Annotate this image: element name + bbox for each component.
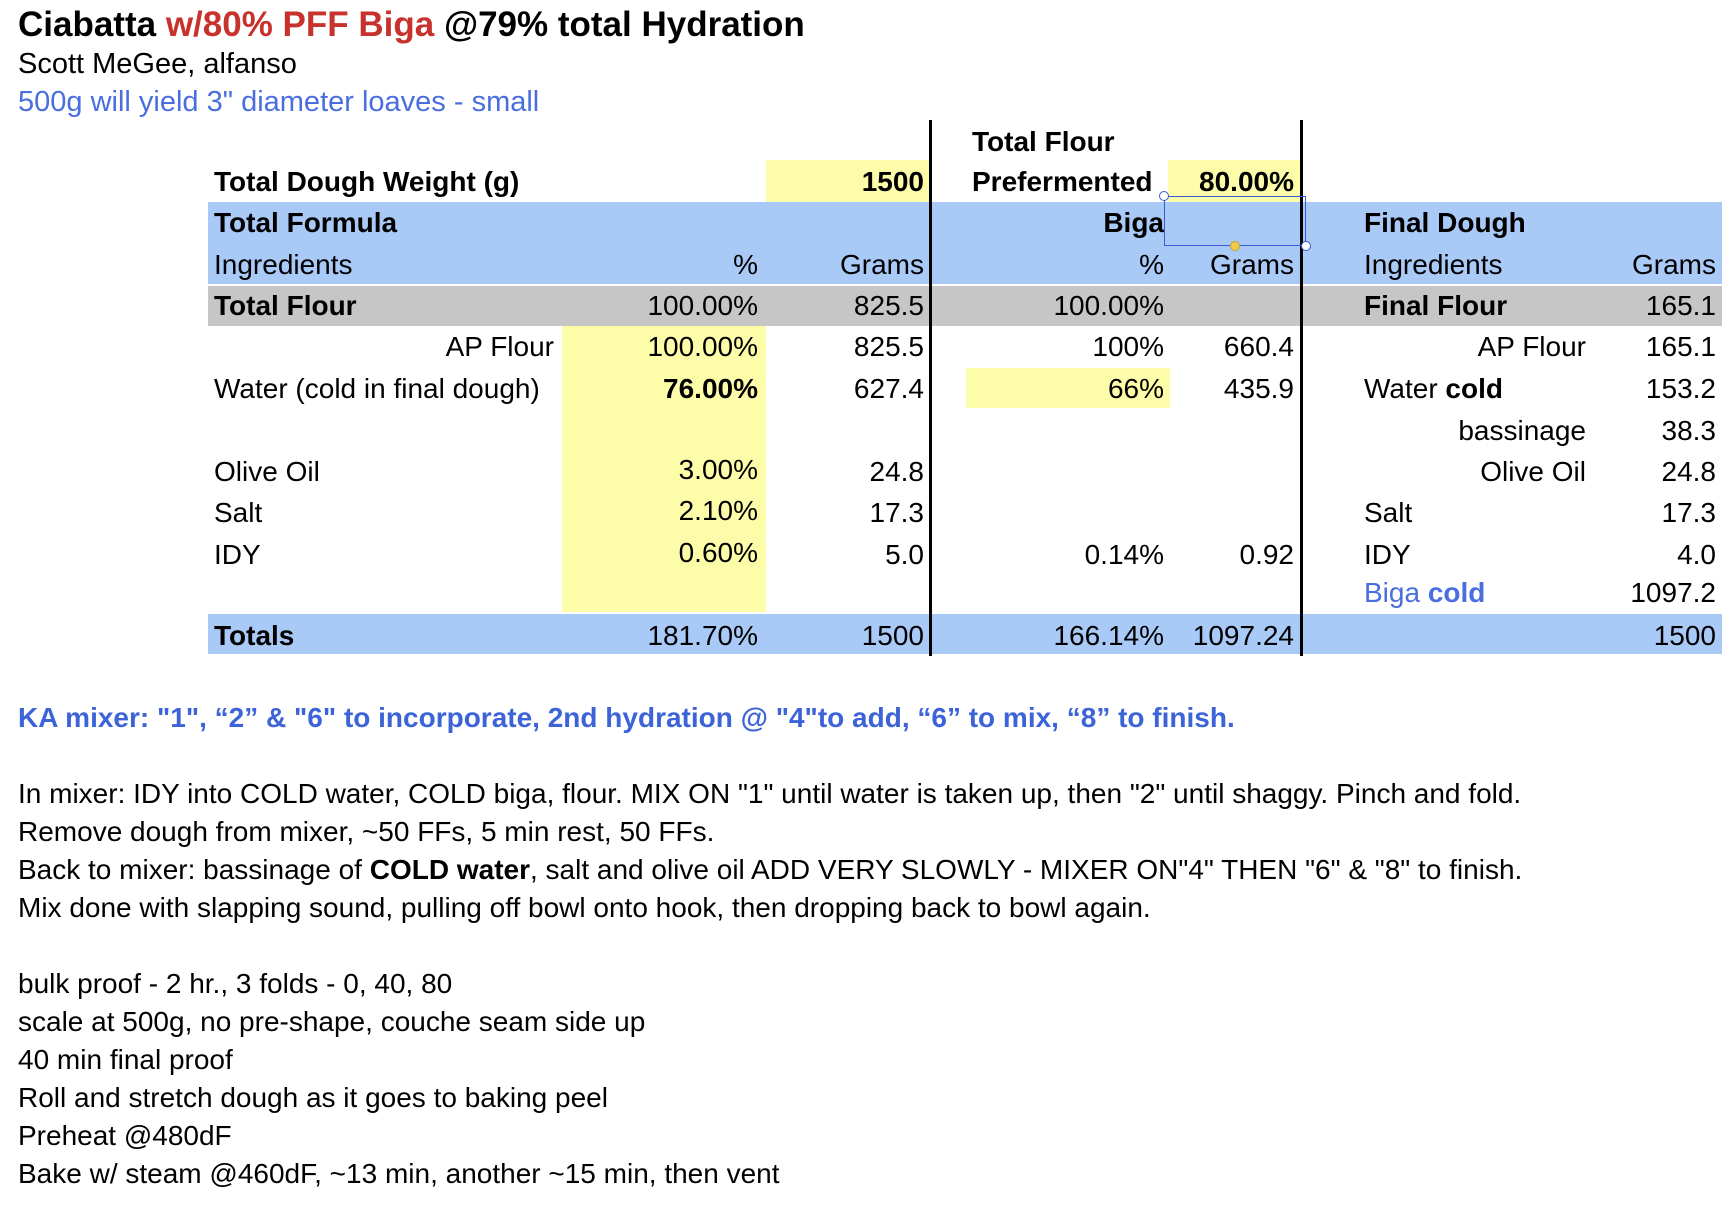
ka-mixer-note: KA mixer: "1", “2” & "6" to incorporate, 2nd hydration @ "4"to add, “6” to mix, “8” to finish.	[18, 702, 1235, 733]
fd-water-cold: cold	[1445, 373, 1503, 404]
row-water-grams[interactable]: 627.4	[853, 373, 924, 404]
row-idy-biga-pct[interactable]: 0.14%	[1084, 539, 1164, 570]
note-line-1: In mixer: IDY into COLD water, COLD biga, flour. MIX ON "1" until water is taken up, then "2" until shaggy. Pinch and fold.	[18, 778, 1522, 809]
note-line-6: scale at 500g, no pre-shape, couche seam side up	[18, 1006, 646, 1037]
row-totals-fd-grams[interactable]: 1500	[1653, 620, 1716, 651]
row-fd-idy-label: IDY	[1364, 539, 1411, 570]
row-olive-oil-grams[interactable]: 24.8	[869, 456, 924, 487]
note-line-3-c: , salt and olive oil ADD VERY SLOWLY - MIXER ON"4" THEN "6" & "8" to finish.	[529, 854, 1523, 885]
row-totals-label: Totals	[214, 620, 295, 651]
row-fd-salt-grams[interactable]: 17.3	[1661, 497, 1716, 528]
row-totals-pct[interactable]: 181.70%	[647, 620, 758, 651]
row-water-label: Water (cold in final dough)	[214, 373, 540, 404]
row-ap-flour-grams[interactable]: 825.5	[853, 331, 924, 362]
col-biga-pct: %	[1139, 249, 1164, 280]
row-fd-olive-oil-label: Olive Oil	[1480, 456, 1586, 487]
row-idy-grams[interactable]: 5.0	[885, 539, 924, 570]
tdw-value[interactable]: 1500	[861, 166, 924, 197]
row-ap-flour-pct[interactable]: 100.00%	[647, 331, 758, 362]
fd-water-text: Water	[1364, 373, 1446, 404]
section-final-dough: Final Dough	[1364, 207, 1526, 238]
row-totals-biga-pct[interactable]: 166.14%	[1053, 620, 1164, 651]
authors: Scott MeGee, alfanso	[18, 48, 297, 80]
row-total-flour-biga-pct[interactable]: 100.00%	[1053, 290, 1164, 321]
row-idy-biga-grams[interactable]: 0.92	[1239, 539, 1294, 570]
col-biga-grams: Grams	[1210, 249, 1294, 280]
note-line-7: 40 min final proof	[18, 1044, 233, 1075]
col-fd-ingredients: Ingredients	[1364, 249, 1503, 280]
row-bassinage-label: bassinage	[1458, 415, 1586, 446]
tfp-label-line-1: Total Flour	[972, 126, 1115, 157]
row-water-pct[interactable]: 76.00%	[663, 373, 758, 404]
row-fd-water-grams[interactable]: 153.2	[1645, 373, 1716, 404]
row-salt-label: Salt	[214, 497, 263, 528]
note-line-8: Roll and stretch dough as it goes to baking peel	[18, 1082, 608, 1113]
title-part-1: Ciabatta	[18, 5, 166, 44]
yield-note: 500g will yield 3" diameter loaves - small	[18, 86, 540, 118]
row-fd-olive-oil-grams[interactable]: 24.8	[1661, 456, 1716, 487]
row-final-flour-grams[interactable]: 165.1	[1645, 290, 1716, 321]
row-salt-grams[interactable]: 17.3	[869, 497, 924, 528]
tfp-value[interactable]: 80.00%	[1199, 166, 1294, 197]
row-water-biga-grams[interactable]: 435.9	[1223, 373, 1294, 404]
totals-band	[208, 614, 1722, 654]
fd-biga-cold: cold	[1427, 577, 1486, 608]
row-totals-grams[interactable]: 1500	[861, 620, 924, 651]
row-ap-flour-biga-grams[interactable]: 660.4	[1223, 331, 1294, 362]
tfp-label-line-2: Prefermented	[972, 166, 1153, 197]
section-total-formula: Total Formula	[214, 207, 398, 238]
recipe-title	[18, 4, 805, 46]
row-idy-pct[interactable]: 0.60%	[678, 537, 758, 568]
fd-biga-text: Biga	[1364, 577, 1428, 608]
note-line-9: Preheat @480dF	[18, 1120, 232, 1151]
row-totals-biga-grams[interactable]: 1097.24	[1192, 620, 1294, 651]
section-biga: Biga	[1103, 207, 1164, 238]
note-line-2: Remove dough from mixer, ~50 FFs, 5 min rest, 50 FFs.	[18, 816, 715, 847]
row-olive-oil-label: Olive Oil	[214, 456, 320, 487]
col-pct: %	[733, 249, 758, 280]
row-water-biga-pct[interactable]: 66%	[1107, 373, 1164, 404]
row-fd-salt-label: Salt	[1364, 497, 1413, 528]
row-fd-ap-flour-label: AP Flour	[1477, 331, 1586, 362]
cell-selection[interactable]	[1164, 196, 1306, 246]
note-line-5: bulk proof - 2 hr., 3 folds - 0, 40, 80	[18, 968, 453, 999]
row-fd-idy-grams[interactable]: 4.0	[1677, 539, 1716, 570]
note-line-3-b: COLD water	[369, 854, 530, 885]
row-fd-biga-cold-label	[1364, 573, 1485, 613]
title-part-2: w/80% PFF Biga	[165, 5, 435, 44]
row-fd-biga-cold-grams[interactable]: 1097.2	[1630, 577, 1716, 608]
note-line-4: Mix done with slapping sound, pulling off bowl onto hook, then dropping back to bowl again.	[18, 892, 1151, 923]
row-olive-oil-pct[interactable]: 3.00%	[678, 454, 758, 485]
selection-handle-bottom-right[interactable]	[1301, 241, 1311, 251]
tdw-label: Total Dough Weight (g)	[214, 166, 520, 197]
separator-total-formula-biga	[929, 120, 932, 656]
row-fd-water-label	[1364, 369, 1503, 409]
col-ingredients: Ingredients	[214, 249, 353, 280]
row-salt-pct[interactable]: 2.10%	[678, 495, 758, 526]
note-line-3-a: Back to mixer: bassinage of	[18, 854, 370, 885]
row-bassinage-grams[interactable]: 38.3	[1661, 415, 1716, 446]
row-ap-flour-label: AP Flour	[445, 331, 554, 362]
row-ap-flour-biga-pct[interactable]: 100%	[1092, 331, 1164, 362]
row-total-flour-pct[interactable]: 100.00%	[647, 290, 758, 321]
note-line-10: Bake w/ steam @460dF, ~13 min, another ~15 min, then vent	[18, 1158, 780, 1189]
row-idy-label: IDY	[214, 539, 261, 570]
col-grams: Grams	[840, 249, 924, 280]
note-line-3	[18, 851, 1522, 889]
col-fd-grams: Grams	[1632, 249, 1716, 280]
row-final-flour-label: Final Flour	[1364, 290, 1508, 321]
row-total-flour-label: Total Flour	[214, 290, 357, 321]
row-fd-ap-flour-grams[interactable]: 165.1	[1645, 331, 1716, 362]
title-part-3: @79% total Hydration	[434, 5, 805, 44]
row-total-flour-grams[interactable]: 825.5	[853, 290, 924, 321]
